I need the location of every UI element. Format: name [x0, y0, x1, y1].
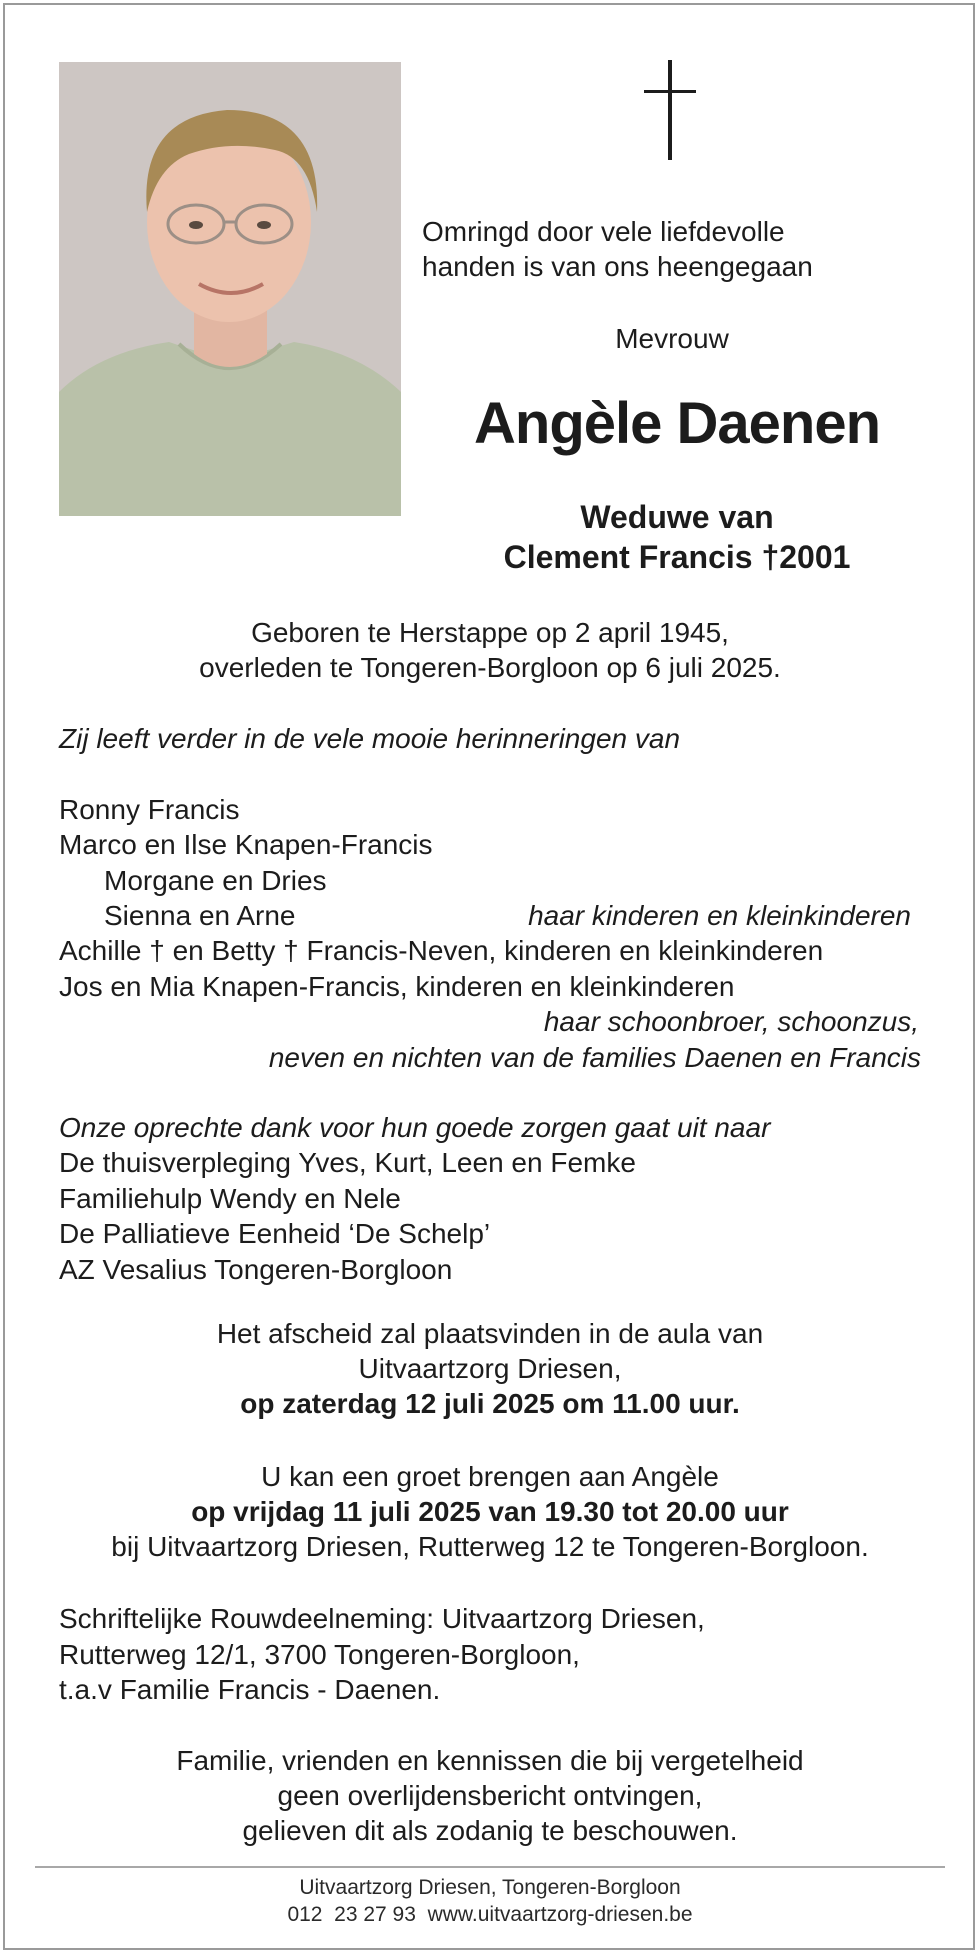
footer-company: Uitvaartzorg Driesen, Tongeren-Borgloon [299, 1876, 681, 1899]
widow-line: Clement Francis †2001 [503, 539, 851, 575]
family-role: haar schoonbroer, schoonzus, [543, 1006, 919, 1037]
footer-divider [35, 1866, 945, 1868]
thanks-item: AZ Vesalius Tongeren-Borgloon [59, 1254, 453, 1285]
title-text: Mevrouw [615, 323, 729, 354]
thanks-item: De Palliatieve Eenheid ‘De Schelp’ [59, 1218, 491, 1249]
condolence-line: t.a.v Familie Francis - Daenen. [59, 1674, 441, 1705]
closing-block [0, 1743, 980, 1848]
family-role: haar kinderen en kleinkinderen [528, 900, 911, 931]
family-line: Marco en Ilse Knapen-Francis [59, 829, 433, 860]
cross-icon [640, 60, 700, 160]
family-line: Morgane en Dries [104, 865, 327, 896]
condolence-line: Schriftelijke Rouwdeelneming: Uitvaartzorg Driesen, [59, 1603, 705, 1634]
birth-death-text [0, 615, 980, 685]
visit-line: U kan een groet brengen aan Angèle [261, 1461, 719, 1492]
thanks-item: Familiehulp Wendy en Nele [59, 1183, 401, 1214]
farewell-block [0, 1316, 980, 1421]
footer [0, 1874, 980, 1928]
intro-text [422, 214, 813, 284]
intro-line: Omringd door vele liefdevolle [422, 216, 785, 247]
thanks-intro: Onze oprechte dank voor hun goede zorgen gaat uit naar [59, 1112, 771, 1143]
visit-block [0, 1459, 980, 1564]
farewell-line: Uitvaartzorg Driesen, [358, 1353, 622, 1384]
farewell-date: op zaterdag 12 juli 2025 om 11.00 uur. [240, 1388, 740, 1419]
family-line: Sienna en Arne [104, 900, 296, 931]
portrait-photo [59, 62, 401, 516]
family-role: neven en nichten van de families Daenen en Francis [268, 1042, 921, 1073]
closing-line: Familie, vrienden en kennissen die bij vergetelheid [176, 1745, 804, 1776]
visit-line: bij Uitvaartzorg Driesen, Rutterweg 12 te Tongeren-Borgloon. [111, 1531, 869, 1562]
birth-line: Geboren te Herstappe op 2 april 1945, [251, 617, 729, 648]
memories-intro: Zij leeft verder in de vele mooie herinneringen van [59, 723, 681, 754]
closing-line: geen overlijdensbericht ontvingen, [277, 1780, 703, 1811]
deceased-name: Angèle Daenen [474, 391, 880, 456]
thanks-item: De thuisverpleging Yves, Kurt, Leen en Femke [59, 1147, 636, 1178]
farewell-line: Het afscheid zal plaatsvinden in de aula van [216, 1318, 764, 1349]
family-line: Ronny Francis [59, 794, 240, 825]
widow-line: Weduwe van [580, 499, 774, 535]
family-line: Jos en Mia Knapen-Francis, kinderen en kleinkinderen [59, 971, 735, 1002]
intro-line: handen is van ons heengegaan [422, 251, 813, 282]
condolence-line: Rutterweg 12/1, 3700 Tongeren-Borgloon, [59, 1639, 580, 1670]
widow-of [422, 497, 932, 577]
closing-line: gelieven dit als zodanig te beschouwen. [242, 1815, 738, 1846]
footer-contact: 012 23 27 93 www.uitvaartzorg-driesen.be [287, 1903, 693, 1926]
family-line: Achille † en Betty † Francis-Neven, kinderen en kleinkinderen [59, 935, 824, 966]
death-line: overleden te Tongeren-Borgloon op 6 juli 2025. [199, 652, 781, 683]
visit-date: op vrijdag 11 juli 2025 van 19.30 tot 20.00 uur [191, 1496, 789, 1527]
